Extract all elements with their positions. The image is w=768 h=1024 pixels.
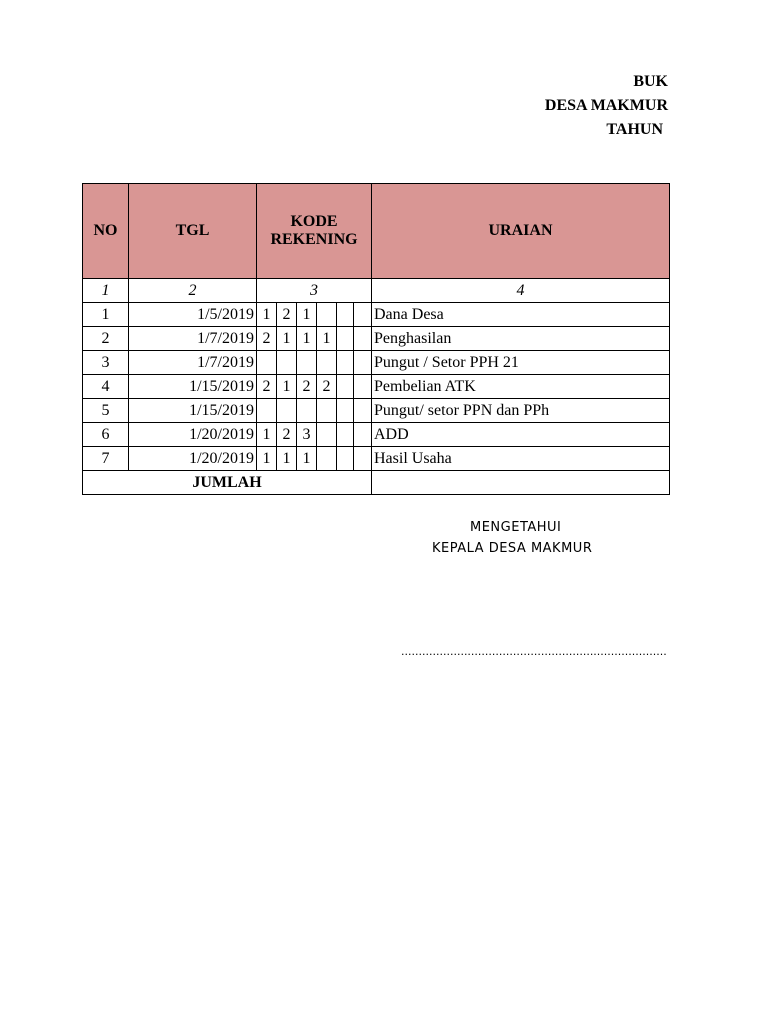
account-code-digit bbox=[317, 399, 337, 423]
account-code-digit: 1 bbox=[297, 327, 317, 351]
row-date: 1/20/2019 bbox=[129, 423, 257, 447]
account-code-digit bbox=[337, 327, 354, 351]
ledger-table bbox=[82, 183, 670, 495]
account-code-digit: 1 bbox=[317, 327, 337, 351]
account-code-digit: 2 bbox=[297, 375, 317, 399]
row-description: Hasil Usaha bbox=[372, 447, 670, 471]
table-row bbox=[83, 423, 670, 447]
account-code-digit bbox=[337, 447, 354, 471]
table-row bbox=[83, 351, 670, 375]
account-code-digit: 3 bbox=[297, 423, 317, 447]
column-number: 1 bbox=[83, 279, 129, 303]
signature-line: ............................................................................ bbox=[401, 645, 667, 658]
table-row bbox=[83, 447, 670, 471]
account-code-digit bbox=[354, 375, 372, 399]
row-number: 2 bbox=[83, 327, 129, 351]
account-code-digit: 2 bbox=[317, 375, 337, 399]
account-code-digit: 1 bbox=[257, 303, 277, 327]
row-number: 3 bbox=[83, 351, 129, 375]
account-code-digit: 2 bbox=[277, 303, 297, 327]
village-head-label: KEPALA DESA MAKMUR bbox=[432, 541, 593, 556]
account-code-digit bbox=[277, 399, 297, 423]
column-number: 3 bbox=[257, 279, 372, 303]
row-date: 1/7/2019 bbox=[129, 351, 257, 375]
account-code-digit: 1 bbox=[277, 375, 297, 399]
account-code-digit bbox=[257, 399, 277, 423]
account-code-digit: 1 bbox=[297, 447, 317, 471]
row-description: Dana Desa bbox=[372, 303, 670, 327]
document-title: BUK bbox=[633, 73, 668, 90]
account-code-digit bbox=[354, 351, 372, 375]
account-code-digit bbox=[297, 351, 317, 375]
table-row bbox=[83, 303, 670, 327]
account-code-digit bbox=[354, 303, 372, 327]
row-description: Penghasilan bbox=[372, 327, 670, 351]
row-number: 1 bbox=[83, 303, 129, 327]
table-row bbox=[83, 399, 670, 423]
row-description: Pungut/ setor PPN dan PPh bbox=[372, 399, 670, 423]
account-code-digit bbox=[354, 327, 372, 351]
row-number: 6 bbox=[83, 423, 129, 447]
account-code-digit: 2 bbox=[277, 423, 297, 447]
row-date: 1/7/2019 bbox=[129, 327, 257, 351]
row-date: 1/15/2019 bbox=[129, 375, 257, 399]
total-value bbox=[372, 471, 670, 495]
account-code-digit bbox=[337, 351, 354, 375]
account-code-digit bbox=[337, 303, 354, 327]
total-row bbox=[83, 471, 670, 495]
row-number: 4 bbox=[83, 375, 129, 399]
account-code-digit bbox=[257, 351, 277, 375]
row-description: Pungut / Setor PPH 21 bbox=[372, 351, 670, 375]
row-number: 5 bbox=[83, 399, 129, 423]
account-code-digit bbox=[277, 351, 297, 375]
account-code-digit bbox=[317, 423, 337, 447]
account-code-digit bbox=[317, 351, 337, 375]
column-number-row bbox=[83, 279, 670, 303]
header-tgl: TGL bbox=[129, 184, 257, 279]
account-code-digit bbox=[354, 423, 372, 447]
row-description: ADD bbox=[372, 423, 670, 447]
account-code-digit bbox=[354, 447, 372, 471]
table-header-row bbox=[83, 184, 670, 279]
account-code-digit bbox=[337, 375, 354, 399]
header-no: NO bbox=[83, 184, 129, 279]
acknowledged-label: MENGETAHUI bbox=[470, 520, 562, 535]
account-code-digit: 1 bbox=[257, 447, 277, 471]
total-label: JUMLAH bbox=[83, 471, 372, 495]
table-row bbox=[83, 327, 670, 351]
account-code-digit: 2 bbox=[257, 375, 277, 399]
account-code-digit: 1 bbox=[297, 303, 317, 327]
row-date: 1/20/2019 bbox=[129, 447, 257, 471]
account-code-digit bbox=[317, 447, 337, 471]
account-code-digit bbox=[337, 399, 354, 423]
account-code-digit bbox=[317, 303, 337, 327]
account-code-digit bbox=[297, 399, 317, 423]
table-row bbox=[83, 375, 670, 399]
row-date: 1/15/2019 bbox=[129, 399, 257, 423]
village-name: DESA MAKMUR bbox=[544, 97, 668, 114]
account-code-digit bbox=[354, 399, 372, 423]
header-uraian: URAIAN bbox=[372, 184, 670, 279]
account-code-digit: 2 bbox=[257, 327, 277, 351]
column-number: 2 bbox=[129, 279, 257, 303]
row-number: 7 bbox=[83, 447, 129, 471]
row-description: Pembelian ATK bbox=[372, 375, 670, 399]
account-code-digit: 1 bbox=[277, 447, 297, 471]
row-date: 1/5/2019 bbox=[129, 303, 257, 327]
account-code-digit bbox=[337, 423, 354, 447]
account-code-digit: 1 bbox=[277, 327, 297, 351]
year-label: TAHUN bbox=[606, 121, 663, 138]
header-kode-rekening: KODE REKENING bbox=[257, 184, 372, 279]
column-number: 4 bbox=[372, 279, 670, 303]
account-code-digit: 1 bbox=[257, 423, 277, 447]
